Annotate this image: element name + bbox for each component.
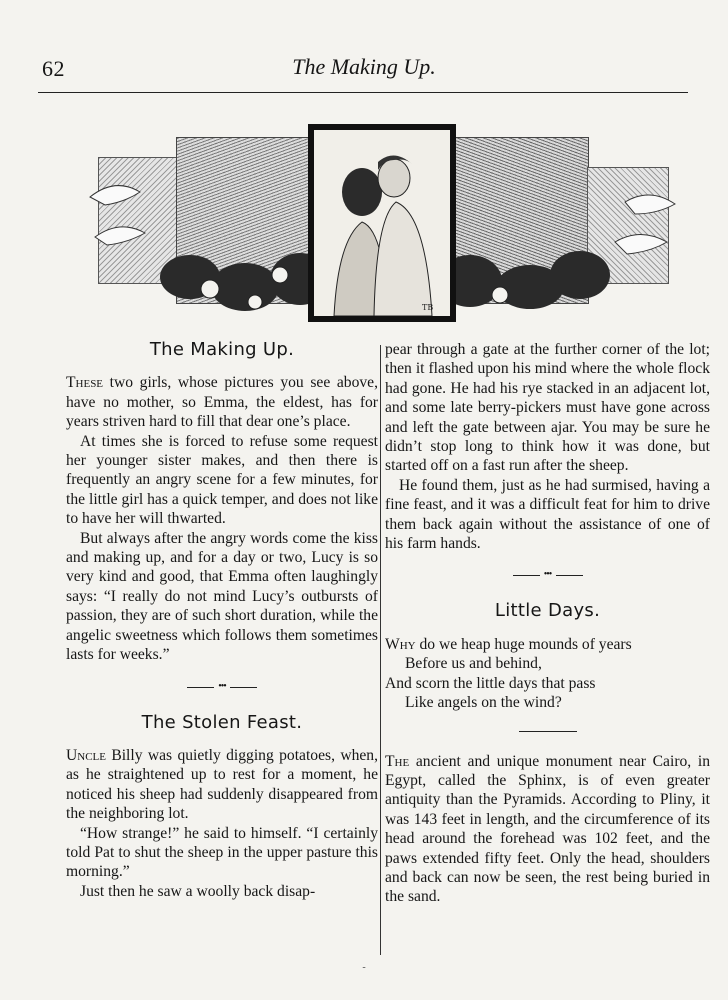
paragraph: [66, 746, 378, 824]
illustration: [90, 112, 685, 327]
article-title-making-up: The Making Up.: [149, 339, 295, 360]
poem-lead: Why: [385, 635, 416, 653]
center-portrait-frame: [308, 124, 456, 322]
running-head: The Making Up.: [292, 54, 436, 79]
paragraph: Just then he saw a woolly back disap-: [80, 882, 316, 900]
paragraph-lead: The: [385, 752, 410, 770]
paragraph-lead: These: [66, 374, 104, 392]
paragraph: pear through a gate at the further corner of the lot; then it flashed upon his mind where the whole flock had gone. He had his rye stacked in an adjacent lot, and some late berry-pickers must have gone across and left the gate between ajar. You may be sure he didn’t stop long to think how it was done, but started off on a fast run after the sheep.: [385, 341, 710, 475]
center-portrait: [314, 130, 450, 316]
section-ornament: •••: [513, 571, 583, 581]
poem-line: Like angels on the wind?: [405, 694, 562, 712]
page-number: 62: [42, 56, 65, 81]
paragraph-text: ancient and unique monument near Cairo, in Egypt, called the Sphinx, is of even greater antiquity than the Pyramids. According to Pliny, it was 143 feet in length, and the circumference of its head around the forehead was 102 feet, and the paws extended fifty feet. Only the head, shoulders and back can now be seen, the rest being buried in the sand.: [385, 752, 710, 906]
paragraph-text: Billy was quietly digging potatoes, when, as he straightened up to rest for a moment, he noticed his sheep had suddenly disappeared from the neighboring lot.: [66, 746, 378, 823]
paragraph: “How strange!” he said to himself. “I certainly told Pat to shut the sheep in the upper pasture this morning.”: [66, 824, 378, 881]
bird-icon: [605, 182, 685, 272]
footer-mark: -: [362, 962, 366, 973]
poem-line: And scorn the little days that pass: [385, 674, 596, 692]
section-ornament: •••: [187, 683, 257, 693]
bird-icon: [85, 167, 165, 257]
left-column: [66, 340, 378, 901]
paragraph: He found them, just as he had surmised, having a fine feast, and it was a difficult feat for him to drive them back again without the assistance of one of his farm hands.: [385, 476, 710, 553]
poem: [385, 635, 710, 713]
poem-text: do we heap huge mounds of years: [415, 635, 632, 653]
paragraph: But always after the angry words come the kiss and making up, and for a day or two, Lucy is so very kind and good, that Emma often laughingly says: “I really do not mind Lucy’s outbursts of passion, they are of such short duration, while the angelic sweetness which follows them sometimes lasts for weeks.”: [66, 529, 378, 664]
poem-line: Before us and behind,: [405, 655, 542, 673]
portrait-figures: [314, 130, 450, 316]
section-rule: [519, 731, 577, 732]
paragraph: [385, 752, 710, 907]
column-divider: [380, 345, 381, 955]
illustration-signature: TB: [422, 303, 434, 312]
header-rule: [38, 92, 688, 93]
right-column: [385, 340, 710, 907]
paragraph: At times she is forced to refuse some request her younger sister makes, and then there is frequently an angry scene for a few minutes, for the little girl has a quick temper, and does not like to have her will thwarted.: [66, 432, 378, 528]
article-title-stolen-feast: The Stolen Feast.: [141, 711, 303, 733]
paragraph-text: two girls, whose pictures you see above, have no mother, so Emma, the eldest, has for years striven hard to fill that dear one’s place.: [66, 374, 378, 431]
paragraph: [66, 373, 378, 431]
paragraph-lead: Uncle: [66, 746, 106, 764]
poem-title: Little Days.: [494, 600, 601, 622]
poem-line: [385, 635, 710, 654]
